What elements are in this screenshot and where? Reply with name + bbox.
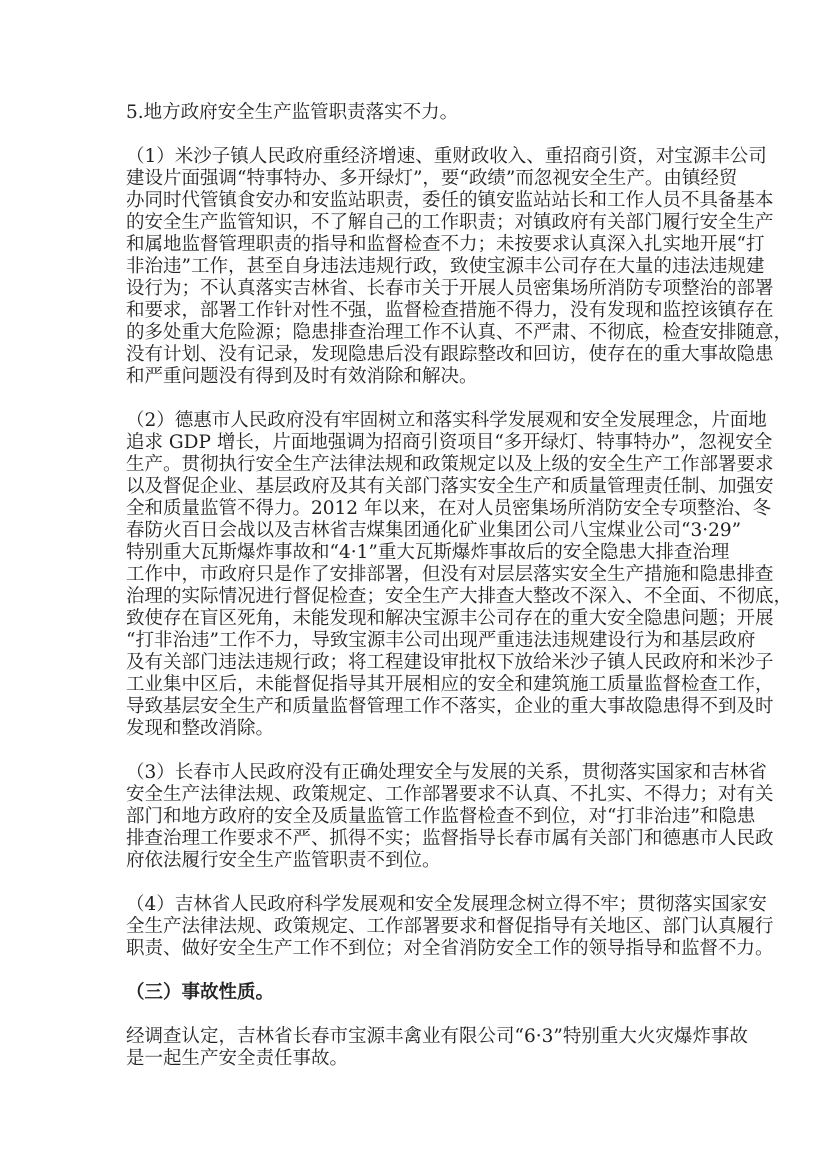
text-line: 建设片面强调“特事特办、多开绿灯”，要“政绩”而忽视安全生产。由镇经贸	[126, 168, 738, 189]
text-line: 是一起生产安全责任事故。	[126, 1048, 349, 1069]
text-line: 和属地监督管理职责的指导和监督检查不力；未按要求认真深入扎实地开展“打	[126, 234, 765, 255]
text-line: （1）米沙子镇人民政府重经济增速、重财政收入、重招商引资，对宝源丰公司	[126, 146, 767, 167]
paragraph	[126, 146, 793, 388]
text-line: 发现和整改消除。	[126, 718, 275, 739]
text-line: 特别重大瓦斯爆炸事故和“4·1”重大瓦斯爆炸事故后的安全隐患大排查治理	[126, 542, 730, 563]
text-line: （三）事故性质。	[126, 982, 275, 1003]
text-line: 安全生产法律法规、政策规定、工作部署要求不认真、不扎实、不得力；对有关	[126, 784, 774, 805]
text-line: （2）德惠市人民政府没有牢固树立和落实科学发展观和安全发展理念，片面地	[126, 410, 767, 431]
text-line: “打非治违”工作不力，导致宝源丰公司出现严重违法违规建设行为和基层政府	[126, 630, 756, 651]
text-line: 以及督促企业、基层政府及其有关部门落实安全生产和质量管理责任制、加强安	[126, 476, 774, 497]
text-line: 职责、做好安全生产工作不到位；对全省消防安全工作的领导指导和监督不力。	[126, 938, 774, 959]
text-line: 的多处重大危险源；隐患排查治理工作不认真、不严肃、不彻底，检查安排随意，	[126, 322, 793, 343]
paragraph	[126, 1026, 748, 1070]
text-line: 经调查认定，吉林省长春市宝源丰禽业有限公司“6·3”特别重大火灾爆炸事故	[126, 1026, 748, 1047]
text-line: 5.地方政府安全生产监管职责落实不力。	[126, 102, 459, 123]
text-line: 春防火百日会战以及吉林省吉煤集团通化矿业集团公司八宝煤业公司“3·29”	[126, 520, 742, 541]
text-line: 工业集中区后，未能督促指导其开展相应的安全和建筑施工质量监督检查工作，	[126, 674, 774, 695]
text-line: （3）长春市人民政府没有正确处理安全与发展的关系，贯彻落实国家和吉林省	[126, 762, 767, 783]
text-line: 全和质量监管不得力。2012 年以来，在对人员密集场所消防安全专项整治、冬	[126, 498, 771, 519]
text-line: 追求 GDP 增长，片面地强调为招商引资项目“多开绿灯、特事特办”，忽视安全	[126, 432, 773, 453]
text-line: 生产。贯彻执行安全生产法律法规和政策规定以及上级的安全生产工作部署要求	[126, 454, 774, 475]
text-line: 设行为；不认真落实吉林省、长春市关于开展人员密集场所消防专项整治的部署	[126, 278, 774, 299]
document-body	[126, 102, 793, 1092]
text-line: 工作中，市政府只是作了安排部署，但没有对层层落实安全生产措施和隐患排查	[126, 564, 774, 585]
text-line: 没有计划、没有记录，发现隐患后没有跟踪整改和回访，使存在的重大事故隐患	[126, 344, 774, 365]
text-line: 部门和地方政府的安全及质量监管工作监督检查不到位，对“打非治违”和隐患	[126, 806, 756, 827]
text-line: （4）吉林省人民政府科学发展观和安全发展理念树立得不牢；贯彻落实国家安	[126, 894, 767, 915]
text-line: 和要求，部署工作针对性不强，监督检查措施不得力，没有发现和监控该镇存在	[126, 300, 774, 321]
text-line: 导致基层安全生产和质量监督管理工作不落实，企业的重大事故隐患得不到及时	[126, 696, 774, 717]
section-heading	[126, 102, 702, 124]
text-line: 办同时代管镇食安办和安监站职责，委任的镇安监站站长和工作人员不具备基本	[126, 190, 774, 211]
text-line: 的安全生产监管知识，不了解自己的工作职责；对镇政府有关部门履行安全生产	[126, 212, 774, 233]
text-line: 非治违”工作，甚至自身违法违规行政，致使宝源丰公司存在大量的违法违规建	[126, 256, 765, 277]
text-line: 致使存在盲区死角，未能发现和解决宝源丰公司存在的重大安全隐患问题；开展	[126, 608, 774, 629]
paragraph	[126, 410, 793, 740]
text-line: 府依法履行安全生产监管职责不到位。	[126, 850, 441, 871]
text-line: 全生产法律法规、政策规定、工作部署要求和督促指导有关地区、部门认真履行	[126, 916, 774, 937]
subsection-heading	[126, 982, 702, 1004]
paragraph	[126, 894, 774, 960]
text-line: 治理的实际情况进行督促检查；安全生产大排查大整改不深入、不全面、不彻底，	[126, 586, 793, 607]
text-line: 及有关部门违法违规行政；将工程建设审批权下放给米沙子镇人民政府和米沙子	[126, 652, 774, 673]
text-line: 和严重问题没有得到及时有效消除和解决。	[126, 366, 478, 387]
text-line: 排查治理工作要求不严、抓得不实；监督指导长春市属有关部门和德惠市人民政	[126, 828, 774, 849]
paragraph	[126, 762, 774, 872]
